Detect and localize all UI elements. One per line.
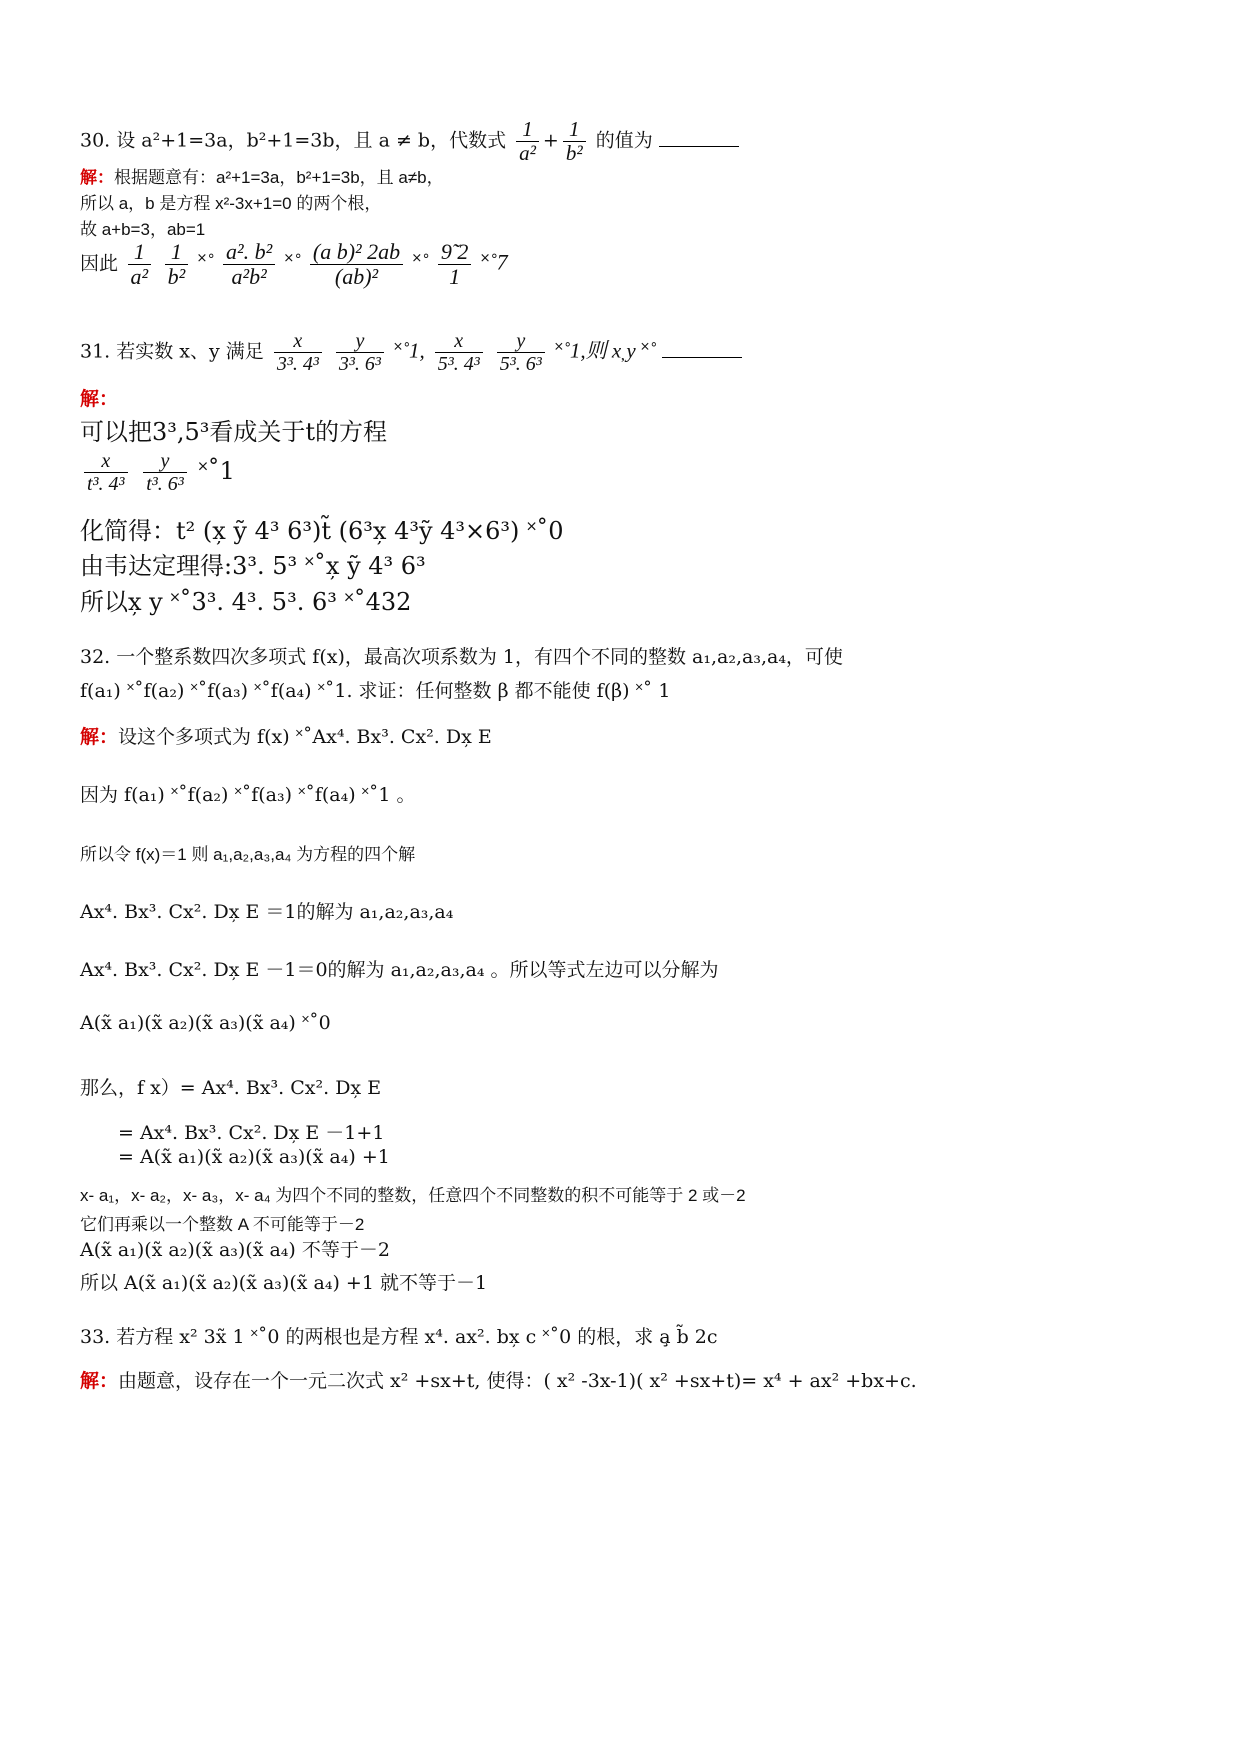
- q31-l2-fraction: [143, 450, 187, 495]
- equation-mid: ˟˚1,: [393, 338, 425, 363]
- solution-text: 设这个多项式为 f(x) ˟˚Ax⁴. Bx³. Cx². Dx̦ E: [118, 726, 492, 748]
- q32-solution-11: 它们再乘以一个整数 A 不可能等于－2: [80, 1215, 365, 1234]
- fraction-numerator: 9̃ 2: [438, 240, 472, 265]
- fraction-denominator: 5³. 6³: [499, 353, 542, 375]
- fraction-numerator: (a b)² 2ab: [310, 240, 403, 265]
- fraction-denominator: b²: [565, 141, 583, 166]
- q31-solution-label: 解：: [80, 389, 119, 410]
- q31-line-3: 化简得：t² (x̦ ỹ 4³ 6³)t̃ (6³x̦ 4³ỹ 4³×6³) ˟˚0: [80, 517, 564, 545]
- equation-tail: ˟˚1,则 x̦ y ˟˚: [554, 338, 657, 363]
- fraction-denominator: (ab)²: [334, 264, 379, 290]
- calc-fraction: [165, 240, 189, 289]
- q31-line-2: [80, 450, 235, 495]
- q30-calculation: [80, 240, 508, 289]
- calc-fraction: [128, 240, 152, 289]
- q32-solution-7: 那么，f x）= Ax⁴. Bx³. Cx². Dx̦ E: [80, 1077, 382, 1099]
- fraction-denominator: 3³. 4³: [276, 353, 319, 375]
- solution-label: 解：: [80, 1371, 119, 1392]
- q31-line-5: 所以x̦ y ˟˚3³. 4³. 5³. 6³ ˟˚432: [80, 588, 412, 616]
- fraction-numerator: 1: [563, 118, 586, 142]
- q30-solution-2: 所以 a，b 是方程 x²-3x+1=0 的两个根，: [80, 194, 382, 213]
- plus-sign: +: [542, 129, 559, 152]
- q32-stem-1: 32. 一个整系数四次多项式 f(x)，最高次项系数为 1，有四个不同的整数 a₁,a₂,a₃,a₄，可使: [80, 646, 843, 668]
- fraction-denominator: b²: [167, 264, 186, 290]
- q31-stem: [80, 330, 742, 375]
- fraction-numerator: 1: [516, 118, 539, 142]
- fraction-denominator: t³. 6³: [146, 473, 184, 495]
- equation-tail: ˟˚1: [198, 457, 235, 485]
- equals-glyph: ˟˚: [412, 249, 429, 275]
- q31-line-4: 由韦达定理得:3³. 5³ ˟˚x̦ ỹ 4³ 6³: [80, 552, 426, 580]
- fraction-denominator: a²: [130, 264, 149, 290]
- q31-fraction: [497, 330, 545, 375]
- fraction-numerator: a². b²: [223, 240, 275, 265]
- fraction-numerator: x: [435, 330, 483, 353]
- q32-solution-13: 所以 A(x̃ a₁)(x̃ a₂)(x̃ a₃)(x̃ a₄) +1 就不等于－1: [80, 1272, 488, 1294]
- q31-fraction: [435, 330, 483, 375]
- q31-line-1: 可以把3³,5³看成关于t的方程: [80, 418, 388, 446]
- fraction-denominator: 3³. 6³: [338, 353, 381, 375]
- fraction-numerator: x: [274, 330, 322, 353]
- equals-glyph: ˟˚: [197, 249, 214, 275]
- fraction-denominator: a²b²: [231, 264, 267, 290]
- q32-stem-2: f(a₁) ˟˚f(a₂) ˟˚f(a₃) ˟˚f(a₄) ˟˚1. 求证：任何整数 β 都不能使 f(β) ˟˚ 1: [80, 680, 671, 702]
- fraction-denominator: t³. 4³: [87, 473, 125, 495]
- q31-fraction: [336, 330, 384, 375]
- q30-fraction-1: [516, 118, 539, 165]
- solution-label: 解：: [80, 168, 114, 187]
- q30-fraction-2: [563, 118, 586, 165]
- q32-solution-10: x- a₁，x- a₂，x- a₃，x- a₄ 为四个不同的整数，任意四个不同整数的积不可能等于 2 或－2: [80, 1186, 746, 1205]
- fraction-numerator: y: [497, 330, 545, 353]
- q33-stem: 33. 若方程 x² 3x̃ 1 ˟˚0 的两根也是方程 x⁴. ax². bx̦ c ˟˚0 的根，求 a̧ b̃ 2c: [80, 1326, 718, 1348]
- q32-solution-2: 因为 f(a₁) ˟˚f(a₂) ˟˚f(a₃) ˟˚f(a₄) ˟˚1 。: [80, 784, 416, 806]
- q31-stem-text: 31. 若实数 x、y 满足: [80, 340, 264, 363]
- result-value: ˟˚7: [480, 249, 508, 275]
- fraction-denominator: 1: [449, 264, 461, 290]
- q33-solution-1: [80, 1366, 917, 1393]
- fraction-numerator: y: [143, 450, 187, 473]
- calc-prefix: 因此: [80, 252, 119, 275]
- q30-solution-1: [80, 163, 444, 188]
- solution-text: 根据题意有：a²+1=3a，b²+1=3b，且 a≠b，: [114, 168, 444, 187]
- q30-solution-3: 故 a+b=3，ab=1: [80, 220, 206, 239]
- answer-blank: [659, 128, 739, 147]
- calc-fraction: [438, 240, 472, 289]
- q32-solution-1: [80, 722, 492, 749]
- calc-fraction: [223, 240, 275, 289]
- q31-l2-fraction: [84, 450, 128, 495]
- q32-solution-9: = A(x̃ a₁)(x̃ a₂)(x̃ a₃)(x̃ a₄) +1: [118, 1146, 390, 1168]
- q32-solution-4: Ax⁴. Bx³. Cx². Dx̦ E ＝1的解为 a₁,a₂,a₃,a₄: [80, 901, 454, 923]
- fraction-numerator: y: [336, 330, 384, 353]
- answer-blank: [662, 339, 742, 358]
- q32-solution-5: Ax⁴. Bx³. Cx². Dx̦ E －1＝0的解为 a₁,a₂,a₃,a₄ 。所以等式左边可以分解为: [80, 959, 719, 981]
- q32-solution-8: = Ax⁴. Bx³. Cx². Dx̦ E －1+1: [118, 1122, 385, 1144]
- q30-stem: [80, 118, 739, 165]
- q32-solution-12: A(x̃ a₁)(x̃ a₂)(x̃ a₃)(x̃ a₄) 不等于－2: [80, 1239, 390, 1261]
- equals-glyph: ˟˚: [284, 249, 301, 275]
- fraction-numerator: 1: [128, 240, 152, 265]
- calc-fraction: [310, 240, 403, 289]
- fraction-numerator: 1: [165, 240, 189, 265]
- q30-stem-text: 30. 设 a²+1=3a，b²+1=3b，且 a ≠ b，代数式: [80, 129, 507, 152]
- solution-text: 由题意，设存在一个一元二次式 x² +sx+t, 使得：( x² -3x-1)( x² +sx+t)= x⁴ + ax² +bx+c.: [118, 1370, 917, 1392]
- q32-solution-3: 所以令 f(x)＝1 则 a₁,a₂,a₃,a₄ 为方程的四个解: [80, 845, 416, 864]
- fraction-denominator: 5³. 4³: [437, 353, 480, 375]
- q31-fraction: [274, 330, 322, 375]
- q32-solution-6: A(x̃ a₁)(x̃ a₂)(x̃ a₃)(x̃ a₄) ˟˚0: [80, 1012, 331, 1034]
- fraction-denominator: a²: [519, 141, 536, 166]
- q30-stem-end: 的值为: [595, 129, 653, 152]
- fraction-numerator: x: [84, 450, 128, 473]
- solution-label: 解：: [80, 727, 119, 748]
